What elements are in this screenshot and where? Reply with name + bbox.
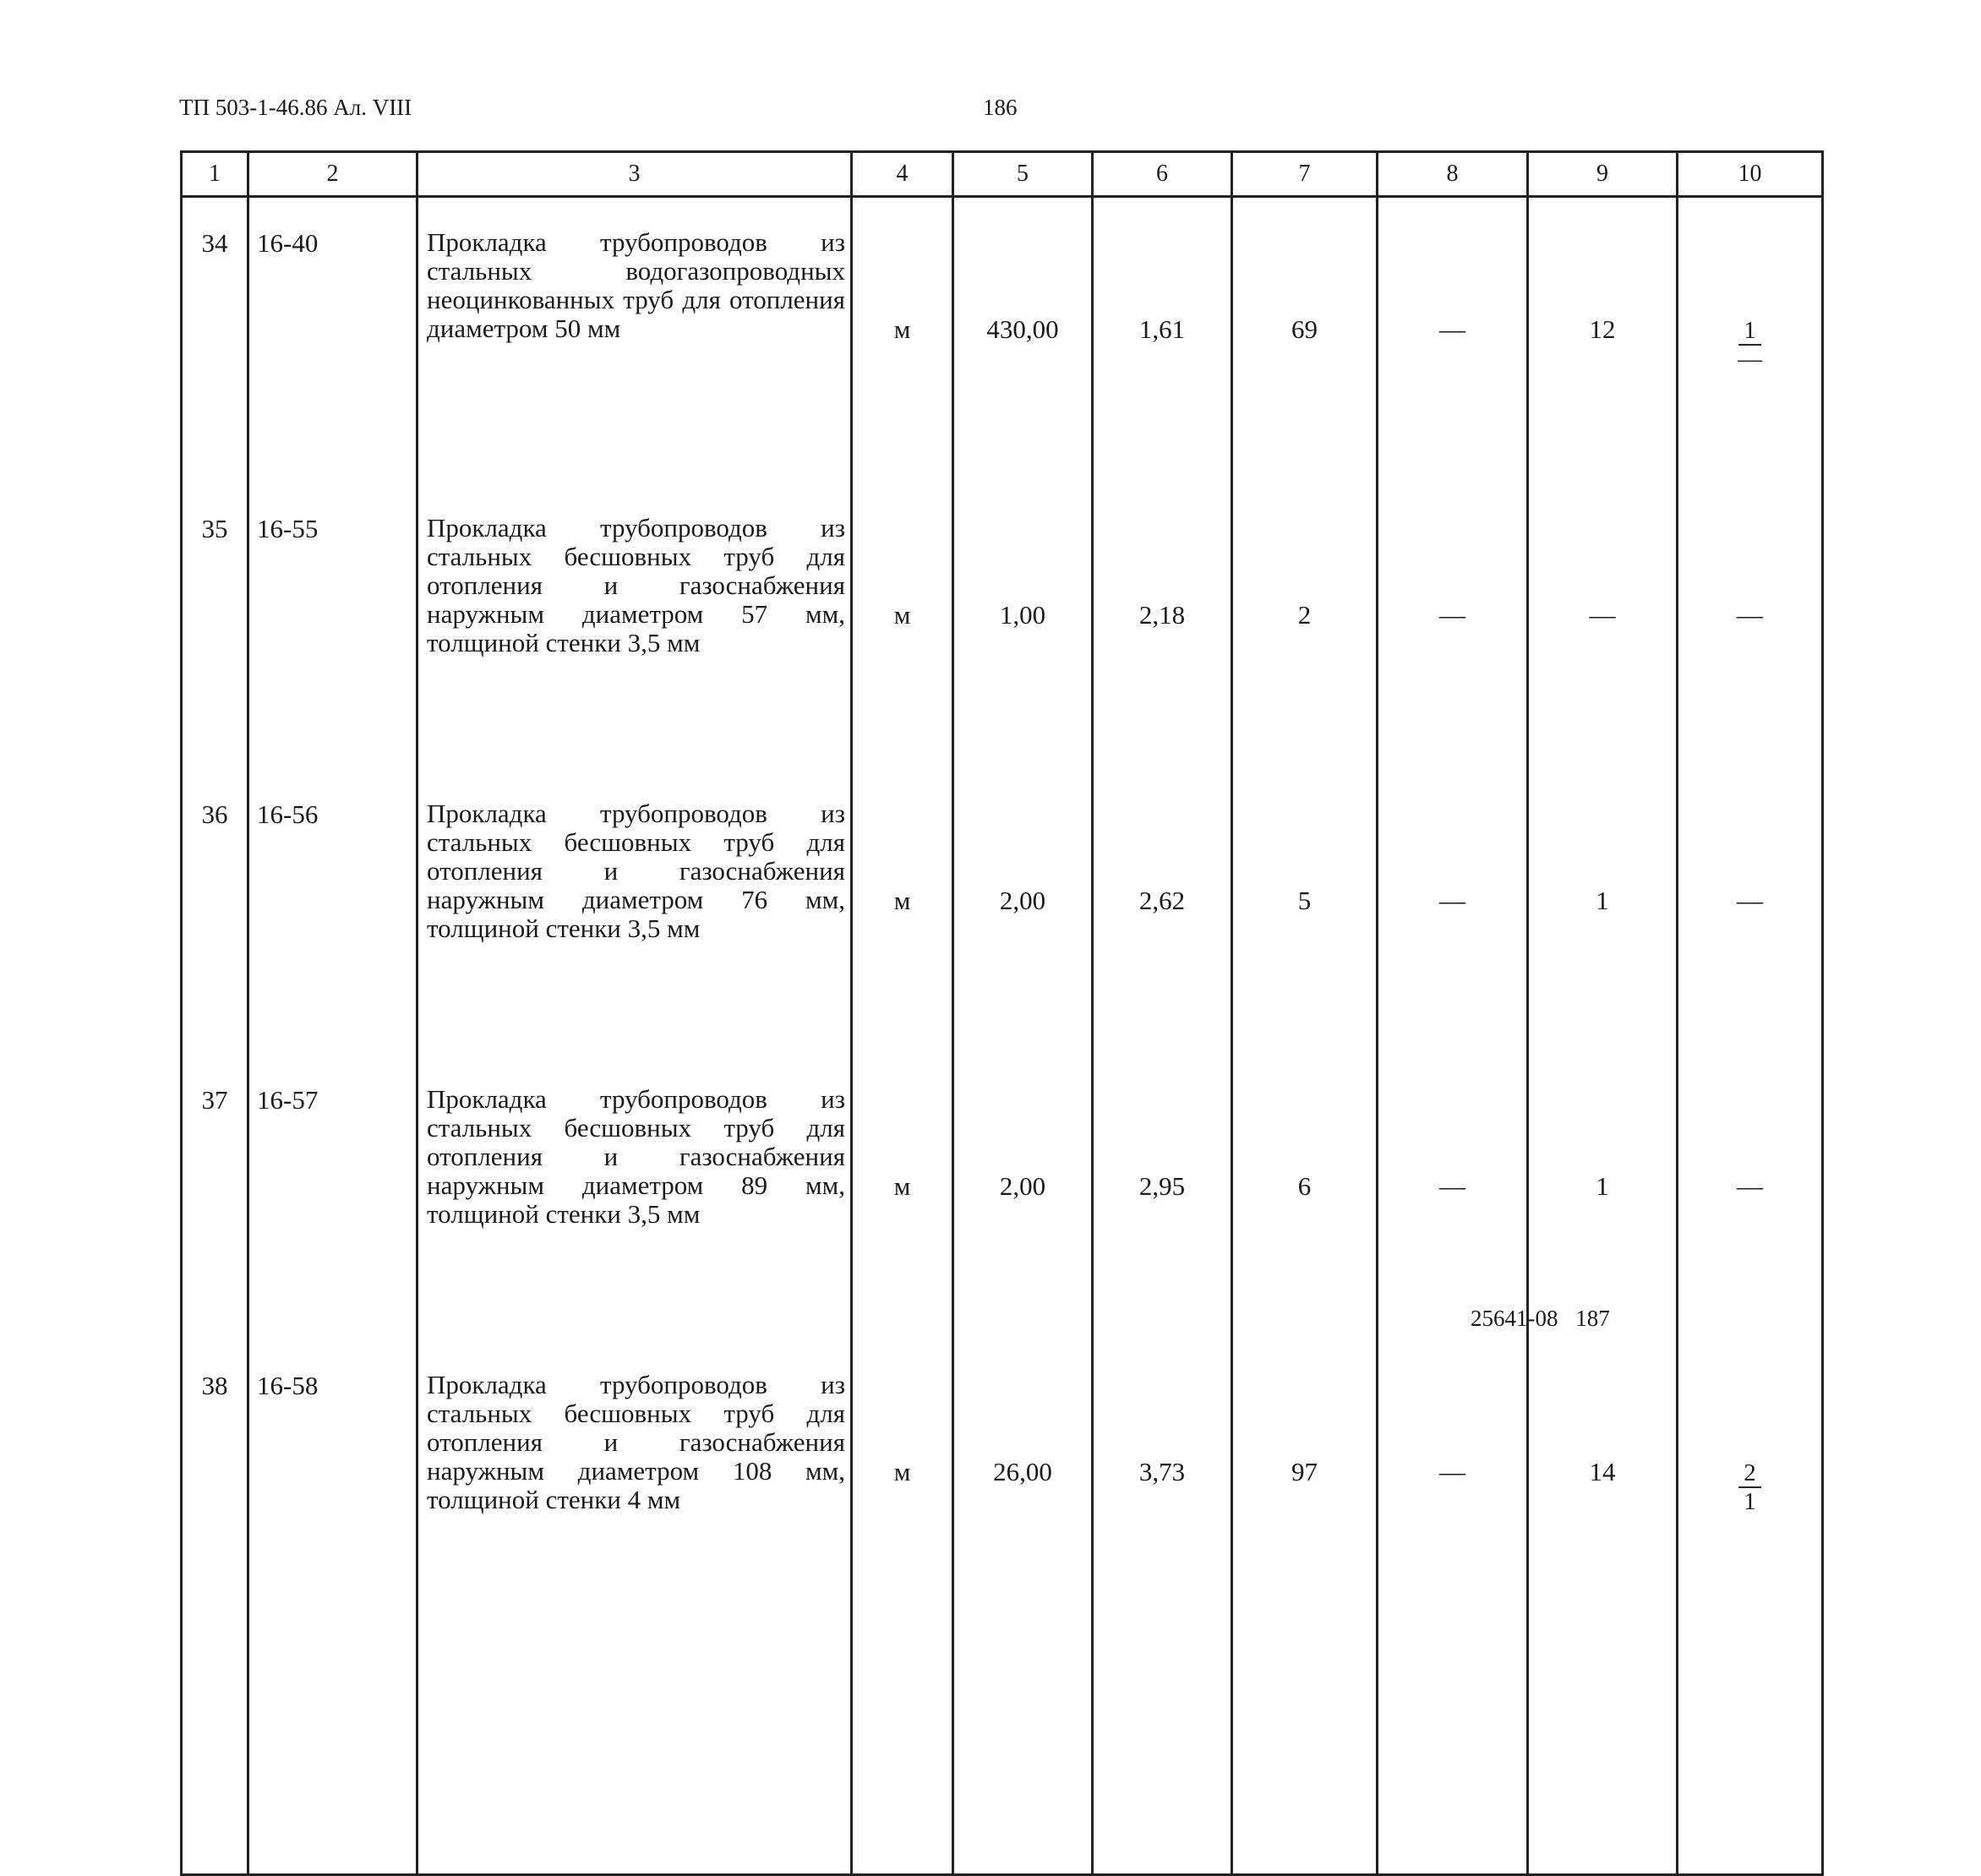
fraction-denominator: —: [1738, 346, 1762, 373]
column-header: 1: [182, 152, 248, 197]
table-filler-row: [182, 1626, 1823, 1875]
table-row: [182, 197, 1823, 484]
column-number-row: [182, 152, 1823, 197]
row-col8: —: [1378, 769, 1528, 1055]
empty-cell: [182, 1626, 248, 1875]
row-col10: —: [1678, 769, 1823, 1055]
row-unit: м: [852, 769, 953, 1055]
row-col10: [1678, 1340, 1823, 1626]
empty-cell: [1378, 1626, 1528, 1875]
fraction: [1738, 1459, 1761, 1515]
row-col6: 2,62: [1093, 769, 1232, 1055]
row-code: 16-55: [248, 483, 417, 769]
row-col8: —: [1378, 197, 1528, 484]
row-col8: —: [1378, 1340, 1528, 1626]
table-row: [182, 483, 1823, 769]
row-col5: 2,00: [953, 769, 1093, 1055]
column-header: 7: [1232, 152, 1378, 197]
empty-cell: [1232, 1626, 1378, 1875]
row-number: 36: [182, 769, 248, 1055]
footer-reference: 25641-08 187: [1471, 1306, 1610, 1331]
row-description: Прокладка трубопроводов из стальных бесшовных труб для отопления и газоснабжения наружным диаметром 108 мм, толщиной стенки 4 мм: [417, 1340, 852, 1626]
row-col7: 6: [1232, 1055, 1378, 1340]
row-col10: —: [1678, 1055, 1823, 1340]
row-col5: 26,00: [953, 1340, 1093, 1626]
row-col7: 2: [1232, 483, 1378, 769]
empty-cell: [1528, 1626, 1678, 1875]
table-row: [182, 1055, 1823, 1340]
row-col7: 97: [1232, 1340, 1378, 1626]
row-col10: —: [1678, 483, 1823, 769]
empty-cell: [417, 1626, 852, 1875]
column-header: 9: [1528, 152, 1678, 197]
row-col9: 1: [1528, 769, 1678, 1055]
column-header: 10: [1678, 152, 1823, 197]
row-code: 16-56: [248, 769, 417, 1055]
row-description: Прокладка трубопроводов из стальных бесшовных труб для отопления и газоснабжения наружным диаметром 57 мм, толщиной стенки 3,5 мм: [417, 483, 852, 769]
row-col7: 5: [1232, 769, 1378, 1055]
row-col6: 1,61: [1093, 197, 1232, 484]
row-description: Прокладка трубопроводов из стальных водогазопроводных неоцинкованных труб для отопления диаметром 50 мм: [417, 197, 852, 484]
row-col8: —: [1378, 483, 1528, 769]
row-col8: —: [1378, 1055, 1528, 1340]
page-number: 186: [983, 95, 1018, 120]
fraction-numerator: 1: [1738, 317, 1761, 346]
fraction: [1733, 317, 1767, 373]
row-number: 35: [182, 483, 248, 769]
empty-cell: [1678, 1626, 1823, 1875]
row-col6: 2,18: [1093, 483, 1232, 769]
fraction-numerator: 2: [1738, 1459, 1761, 1488]
column-header: 4: [852, 152, 953, 197]
column-header: 2: [248, 152, 417, 197]
row-col9: 14: [1528, 1340, 1678, 1626]
empty-cell: [248, 1626, 417, 1875]
row-col6: 3,73: [1093, 1340, 1232, 1626]
empty-cell: [852, 1626, 953, 1875]
row-description: Прокладка трубопроводов из стальных бесшовных труб для отопления и газоснабжения наружным диаметром 76 мм, толщиной стенки 3,5 мм: [417, 769, 852, 1055]
row-unit: м: [852, 483, 953, 769]
row-col5: 430,00: [953, 197, 1093, 484]
row-code: 16-40: [248, 197, 417, 484]
column-header: 6: [1093, 152, 1232, 197]
column-header: 5: [953, 152, 1093, 197]
column-header: 3: [417, 152, 852, 197]
row-col9: —: [1528, 483, 1678, 769]
row-unit: м: [852, 1340, 953, 1626]
row-col10: [1678, 197, 1823, 484]
row-code: 16-58: [248, 1340, 417, 1626]
row-number: 37: [182, 1055, 248, 1340]
row-number: 34: [182, 197, 248, 484]
row-col5: 1,00: [953, 483, 1093, 769]
row-unit: м: [852, 1055, 953, 1340]
row-col9: 1: [1528, 1055, 1678, 1340]
table-row: [182, 1340, 1823, 1626]
column-header: 8: [1378, 152, 1528, 197]
specification-table: [180, 150, 1824, 1876]
row-col9: 12: [1528, 197, 1678, 484]
empty-cell: [953, 1626, 1093, 1875]
empty-cell: [1093, 1626, 1232, 1875]
row-unit: м: [852, 197, 953, 484]
row-col7: 69: [1232, 197, 1378, 484]
row-col5: 2,00: [953, 1055, 1093, 1340]
row-code: 16-57: [248, 1055, 417, 1340]
fraction-denominator: 1: [1744, 1488, 1756, 1515]
document-reference: ТП 503-1-46.86 Ал. VIII: [179, 95, 412, 120]
table-row: [182, 769, 1823, 1055]
row-col6: 2,95: [1093, 1055, 1232, 1340]
row-description: Прокладка трубопроводов из стальных бесшовных труб для отопления и газоснабжения наружным диаметром 89 мм, толщиной стенки 3,5 мм: [417, 1055, 852, 1340]
row-number: 38: [182, 1340, 248, 1626]
